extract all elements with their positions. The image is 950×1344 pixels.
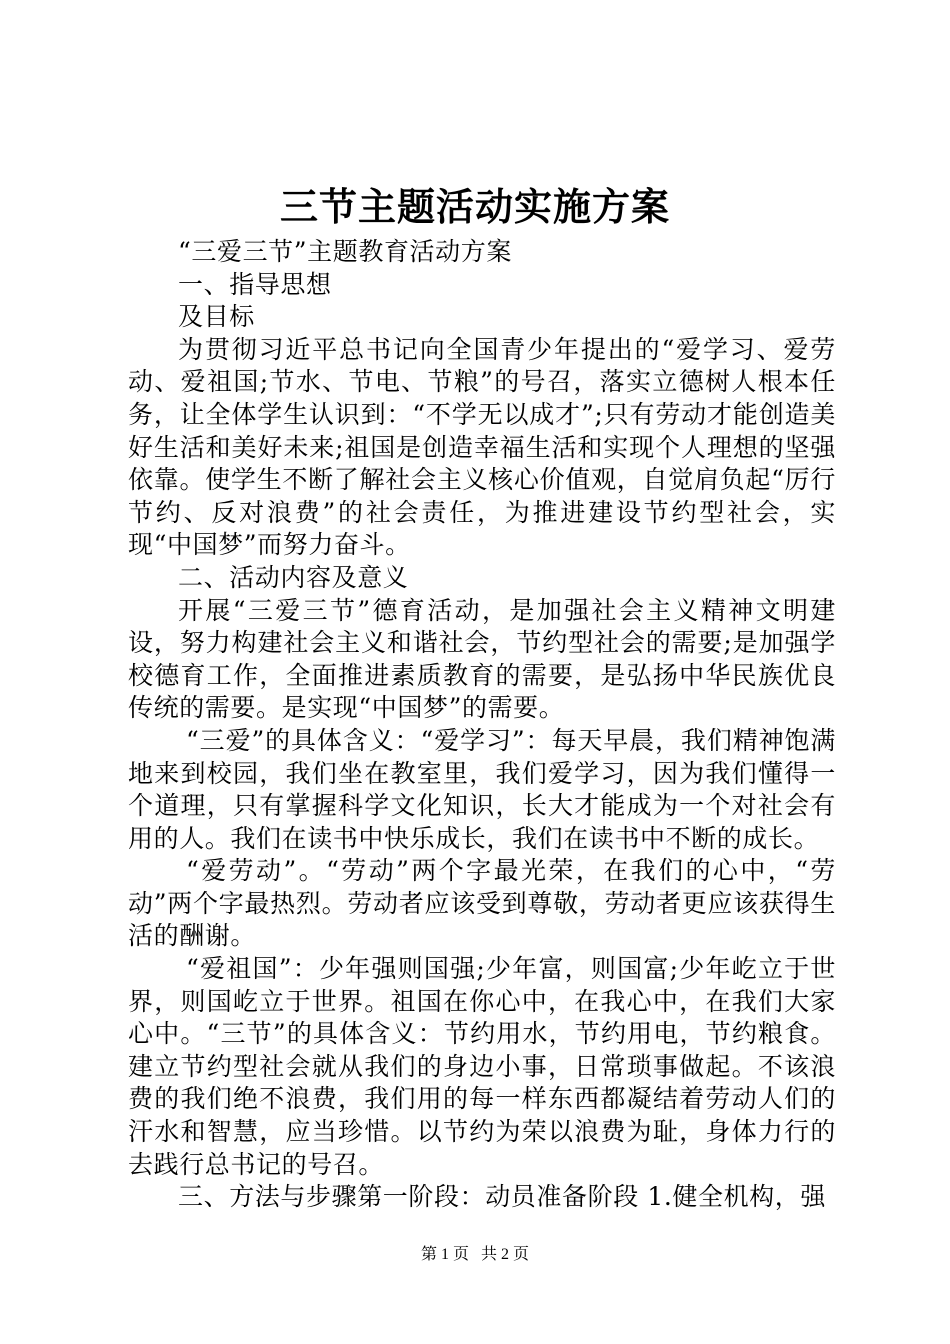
paragraph-heading-3: 三、方法与步骤第一阶段：动员准备阶段 1.健全机构，强 [178, 1182, 827, 1212]
paragraph-heading-2: 二、活动内容及意义 [178, 562, 409, 592]
document-body [128, 236, 836, 1214]
paragraph-activity-content: 开展“三爱三节”德育活动，是加强社会主义精神文明建设，努力构建社会主义和谐社会，节约型社会的需要;是加强学校德育工作，全面推进素质教育的需要，是弘扬中华民族优良传统的需要。是实现“中国梦”的需要。 [128, 595, 836, 723]
paragraph-love-labor: “爱劳动”。“劳动”两个字最光荣，在我们的心中，“劳动”两个字最热烈。劳动者应该受到尊敬，劳动者更应该获得生活的酬谢。 [128, 856, 836, 951]
paragraph-love-learning: “三爱”的具体含义：“爱学习”：每天早晨，我们精神饱满地来到校园，我们坐在教室里，我们爱学习，因为我们懂得一个道理，只有掌握科学文化知识，长大才能成为一个对社会有用的人。我们在读书中快乐成长，我们在读书中不断的成长。 [128, 725, 836, 853]
page-footer [0, 1244, 950, 1266]
paragraph-heading-1: 一、指导思想 [178, 269, 332, 299]
page-total: 共 2 页 [481, 1246, 530, 1263]
page-number: 第 1 页 [420, 1246, 469, 1263]
paragraph-heading-1-cont: 及目标 [178, 302, 255, 332]
paragraph-subtitle: “三爱三节”主题教育活动方案 [178, 237, 512, 266]
paragraph-guiding-thought: 为贯彻习近平总书记向全国青少年提出的“爱学习、爱劳动、爱祖国;节水、节电、节粮”的号召，落实立德树人根本任务，让全体学生认识到：“不学无以成才”;只有劳动才能创造美好生活和美好未来;祖国是创造幸福生活和实现个人理想的坚强依靠。使学生不断了解社会主义核心价值观，自觉肩负起“厉行节约、反对浪费”的社会责任，为推进建设节约型社会，实现“中国梦”而努力奋斗。 [128, 334, 836, 560]
paragraph-love-country: “爱祖国”：少年强则国强;少年富，则国富;少年屹立于世界，则国屹立于世界。祖国在你心中，在我心中，在我们大家心中。“三节”的具体含义：节约用水，节约用电，节约粮食。建立节约型社会就从我们的身边小事，日常琐事做起。不该浪费的我们绝不浪费，我们用的每一样东西都凝结着劳动人们的汗水和智慧，应当珍惜。以节约为荣以浪费为耻，身体力行的去践行总书记的号召。 [128, 954, 836, 1179]
document-title: 三节主题活动实施方案 [279, 184, 670, 229]
